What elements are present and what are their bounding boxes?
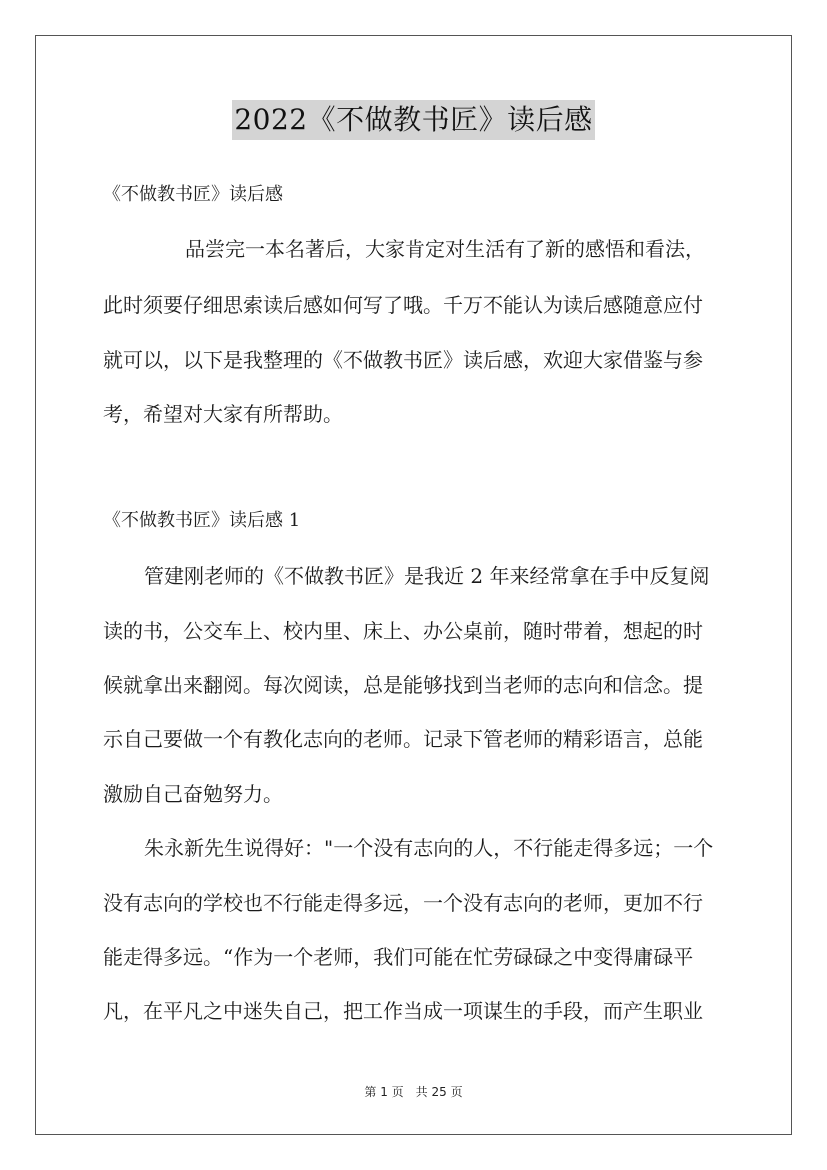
intro-line: 品尝完一本名著后，大家肯定对生活有了新的感悟和看法， <box>185 237 705 261</box>
title-container <box>0 100 827 140</box>
para1-line: 读的书，公交车上、校内里、床上、办公桌前，随时带着，想起的时 <box>103 619 703 643</box>
para1-line: 管建刚老师的《不做教书匠》是我近 2 年来经常拿在手中反复阅 <box>144 564 710 588</box>
para2-line: 凡，在平凡之中迷失自己，把工作当成一项谋生的手段，而产生职业 <box>103 999 703 1023</box>
document-title: 2022《不做教书匠》读后感 <box>232 100 594 140</box>
page-number-footer: 第 1 页 共 25 页 <box>364 1085 463 1099</box>
para2-line: 没有志向的学校也不行能走得多远，一个没有志向的老师，更加不行 <box>103 891 703 915</box>
intro-line: 就可以，以下是我整理的《不做教书匠》读后感，欢迎大家借鉴与参 <box>103 348 703 372</box>
para2-line: 朱永新先生说得好："一个没有志向的人，不行能走得多远；一个 <box>144 836 714 860</box>
para1-line: 激励自己奋勉努力。 <box>103 782 283 806</box>
intro-heading: 《不做教书匠》读后感 <box>103 184 283 205</box>
para1-line: 示自己要做一个有教化志向的老师。记录下管老师的精彩语言，总能 <box>103 727 703 751</box>
para1-line: 候就拿出来翻阅。每次阅读，总是能够找到当老师的志向和信念。提 <box>103 673 703 697</box>
intro-line: 此时须要仔细思索读后感如何写了哦。千万不能认为读后感随意应付 <box>103 293 703 317</box>
intro-line: 考，希望对大家有所帮助。 <box>103 402 343 426</box>
para2-line: 能走得多远。“作为一个老师，我们可能在忙劳碌碌之中变得庸碌平 <box>103 945 694 969</box>
section1-heading: 《不做教书匠》读后感 1 <box>103 510 301 531</box>
